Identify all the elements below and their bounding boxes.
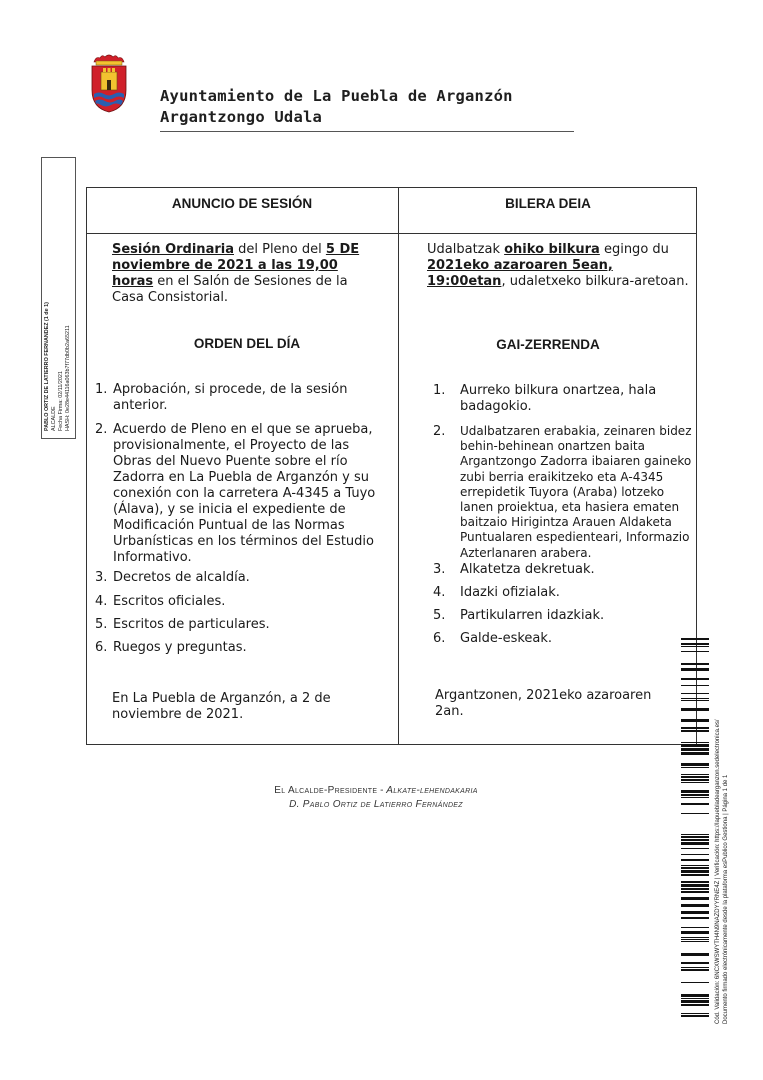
verification-code: Cód. Validación: 6NCXWSWYTH4N9NAZDYYRNE4Z | Verificación: https://lapuebladearganzon.sedelectronica.es/ (715, 719, 721, 1024)
right-agenda-title: GAI-ZERRENDA (496, 337, 600, 352)
signer-name: PABLO ORTIZ DE LATIERRO FERNANDEZ (1 de 1) (44, 302, 50, 431)
signature-hash: HASH: 0e28e44116a063b7f77db0b2a65211 (65, 325, 71, 431)
left-closing-date: En La Puebla de Arganzón, a 2 de noviembre de 2021. (112, 691, 331, 722)
table-header-divider (86, 233, 697, 234)
header-title (160, 86, 513, 128)
left-column-header: ANUNCIO DE SESIÓN (171, 196, 313, 211)
signer-title: El Alcalde-Presidente - Alkate-lehendakaria (274, 785, 478, 796)
signature-date: Fecha Firma: 02/11/2021 (58, 371, 64, 431)
platform-note: Documento firmado electrónicamente desde la plataforma esPublico Gestiona | Página 1 de 1 (723, 774, 729, 1024)
verification-info (714, 644, 730, 1024)
municipality-name-eu: Argantzongo Udala (160, 108, 323, 126)
municipality-name-es: Ayuntamiento de La Puebla de Arganzón (160, 87, 513, 105)
right-session-intro: Udalbatzak ohiko bilkura egingo du 2021eko azaroaren 5ean, 19:00etan, udaletxeko bilkura-aretoan. (427, 242, 689, 289)
header-divider (160, 131, 574, 132)
table-column-divider (398, 187, 399, 745)
right-closing-date: Argantzonen, 2021eko azaroaren 2an. (435, 688, 652, 719)
left-session-intro: Sesión Ordinaria del Pleno del 5 DE noviembre de 2021 a las 19,00 horas en el Salón de Sesiones de la Casa Consistorial. (112, 242, 360, 305)
signature-info (44, 161, 72, 431)
right-column-header: BILERA DEIA (505, 196, 591, 211)
left-agenda-title: ORDEN DEL DÍA (193, 336, 301, 351)
barcode-icon (681, 638, 709, 1020)
municipal-crest-icon (88, 52, 130, 114)
signer-role: ALCALDE (51, 406, 57, 431)
signer-full-name: D. Pablo Ortiz de Latierro Fernández (289, 799, 463, 810)
